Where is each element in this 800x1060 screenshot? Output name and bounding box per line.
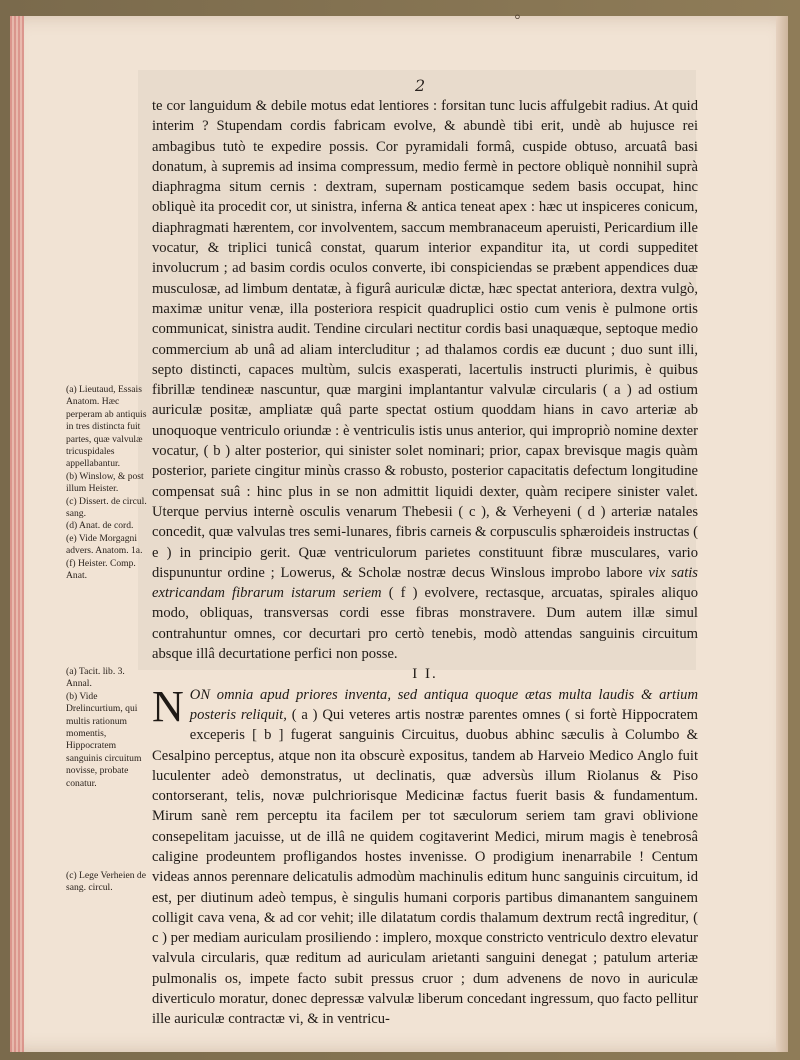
page-number: 2: [415, 76, 426, 95]
margin-note: (b) Vide Drelincurtium, qui multis rationum momentis, Hippocratem sanguinis circuitum novisse, probate conatur.: [66, 690, 142, 789]
margin-note: (f) Heister. Comp. Anat.: [66, 557, 136, 582]
margin-notes-2: [66, 666, 150, 790]
margin-note: (b) Winslow, & post illum Heister.: [66, 470, 144, 495]
margin-note: (a) Tacit. lib. 3. Annal.: [66, 666, 125, 690]
margin-notes-3: [66, 870, 150, 895]
paragraph-1-text: te cor languidum & debile motus edat lentiores : forsitan tunc lucis affulgebit radius. At quid interim ? Stupendam cordis fabricam evolve, & abundè tibi erit, undè ab hujusce rei ambagibus tutò te expedire possis. Cor pyramidali formâ, cuspide obtuso, arcuatâ basi donatum, à supremis ad insima compressum, medio fermè in pectore obliquè nonnihil suprà diaphragma situm cernis : dextram, supernam posticamque sedem basis occupat, hinc obliquè ita procedit cor, ut sinistra, inferna & antica teneat apex : hæc ut inspiceres conicum, diaphragmati hærentem, cor involventem, saccum membranaceum aperuisti, Pericardium ille vocatur, & triplici tunicâ constat, quarum interior expanditur ita, ut cordi suppeditet involucrum ; ad basim cordis oculos converte, ibi conspiciendas se præbent appendices duæ musculosæ, ad limbum dentatæ, à figurâ auriculæ dictæ, hæc spectat anteriora, dextra vulgò, maximæ unitur venæ, illa posteriora respicit quadruplici ostio cum venis è pulmone ortis communicat, sinistra audit. Tendine circulari nectitur cordis basi unaquæque, septoque medio commercium ab unâ ad aliam intercluditur ; ad thalamos cordis eæ ducunt ; duo sunt illi, septo distincti, capaces multùm, sulcis exasperati, lacertulis instructi plurimis, è quibus fibrillæ tendineæ nascuntur, quæ margini implantantur valvulæ circularis ( a ) ad ostium auriculæ positæ, ampliatæ quâ parte spectat ostium quoddam hians in cavo arteriæ ab unoquoque ventriculo oriundæ : è ventriculis istis unus anterior, qui impropriò nomine dexter vocatur, ( b ) alter posterior, qui sinister solet nominari; prior, capax brevisque magis quàm posterior, pariete cingitur minùs crasso & robusto, posterior capacitatis defectum longitudine compensat suâ : hinc plus in se non admittit liquidi dexter, quàm recipere sinister valet. Uterque pervius internè osculis venarum Thebesii ( c ), & Verheyeni ( d ) arteriæ natales concedit, quæ valvulas tres semi-lunares, fibris carneis & corpusculis sphæroideis instructas ( e ) in principio gerit. Quæ ventriculorum parietes constituunt fibræ musculares, vario dispununtur ordine ; Lowerus, & Scholæ nostræ decus Winslous improbo labore: [152, 98, 698, 581]
page-edge-left: [10, 16, 24, 1052]
paragraph-1-end: ( f ) evolvere, rectasque, arcuatas, spirales aliquo modo, obliquas, transversas cordi esse fibras monstravere. Dum autem illæ simul contrahuntur omnes, cor decurtari pro certò tenebis, modò attendas sanguinis circuitum absque illâ decurtatione perfici non posse.: [152, 585, 698, 663]
paragraph-1-italic: vix satis extricandam fibrarum istarum seriem: [152, 564, 698, 602]
margin-note: (e) Vide Morgagni advers. Anatom. 1a.: [66, 532, 143, 557]
margin-note: (c) Lege Verheien de sang. circul.: [66, 870, 146, 894]
top-mark: ⸰: [514, 10, 521, 24]
paragraph-2-text: ( a ) Qui veteres artis nostræ parentes omnes ( si fortè Hippocratem exceperis [ b ] fugerat sanguinis Circuitus, duobus abhinc sæculis à Columbo & Cesalpino perceptus, atque non ita obscurè expositus, tandem ab Harveio Medico Anglo fuit luculenter adeò demonstratus, ut declinatis, quæ adversùs illum Riolanus & Piso contorserant, telis, novæ pulchriorisque Medicinæ factus fuerit basis & fundamentum. Mirum sanè rem perceptu ita facilem per tot sæculorum seriem tam gravi oblivione consepelitam jacuisse, ut de illâ ne quidem cogitaverint Medici, mirum magis è tenebrosâ caligine prodeuntem profligandos hostes invenisse. O prodigium inenarrabile ! Centum videas annos perennare delicatulis admodùm machinulis editum hunc sanguinis circuitum, id est, per diutinum adeò tempus, è singulis humani corporis partibus dimanantem sanguinem colligit cava vena, & ad cor vehit; ille dilatatum cordis thalamum dextrum rectâ ingreditur, ( c ) per mediam auriculam prosiliendo : implero, moxque constricto ventriculo dextro elevatur valvula circularis, quæ reditum ad auriculam arietanti sanguini denegat ; patulum arteriæ pulmonalis os, impete facto subit pressus cruor ; dum advenens de novo in auriculæ diverticulo moratur, donec depressæ valvulæ liberum concedant ingressum, quo facto pellitur ille auriculæ contractæ vi, & in ventricu-: [152, 706, 698, 1028]
main-text: [152, 96, 698, 1030]
paragraph-1: [152, 96, 698, 664]
page-edge-right: [776, 16, 788, 1052]
paragraph-2: [152, 681, 698, 1030]
margin-note: (d) Anat. de cord.: [66, 520, 134, 532]
paragraph-2-italic: ON omnia apud priores inventa, sed antiqua quoque ætas multa laudis & artium posteris reliquit,: [189, 686, 698, 723]
margin-note: (c) Dissert. de circul. sang.: [66, 495, 147, 520]
margin-note: (a) Lieutaud, Essais Anatom. Hæc perperam ab antiquis in tres distincta fuit partes, quæ valvulæ tricuspidales appellabantur.: [66, 384, 147, 470]
drop-cap: N: [152, 681, 184, 731]
margin-notes-1: [66, 384, 150, 583]
section-heading: I I.: [412, 666, 438, 683]
